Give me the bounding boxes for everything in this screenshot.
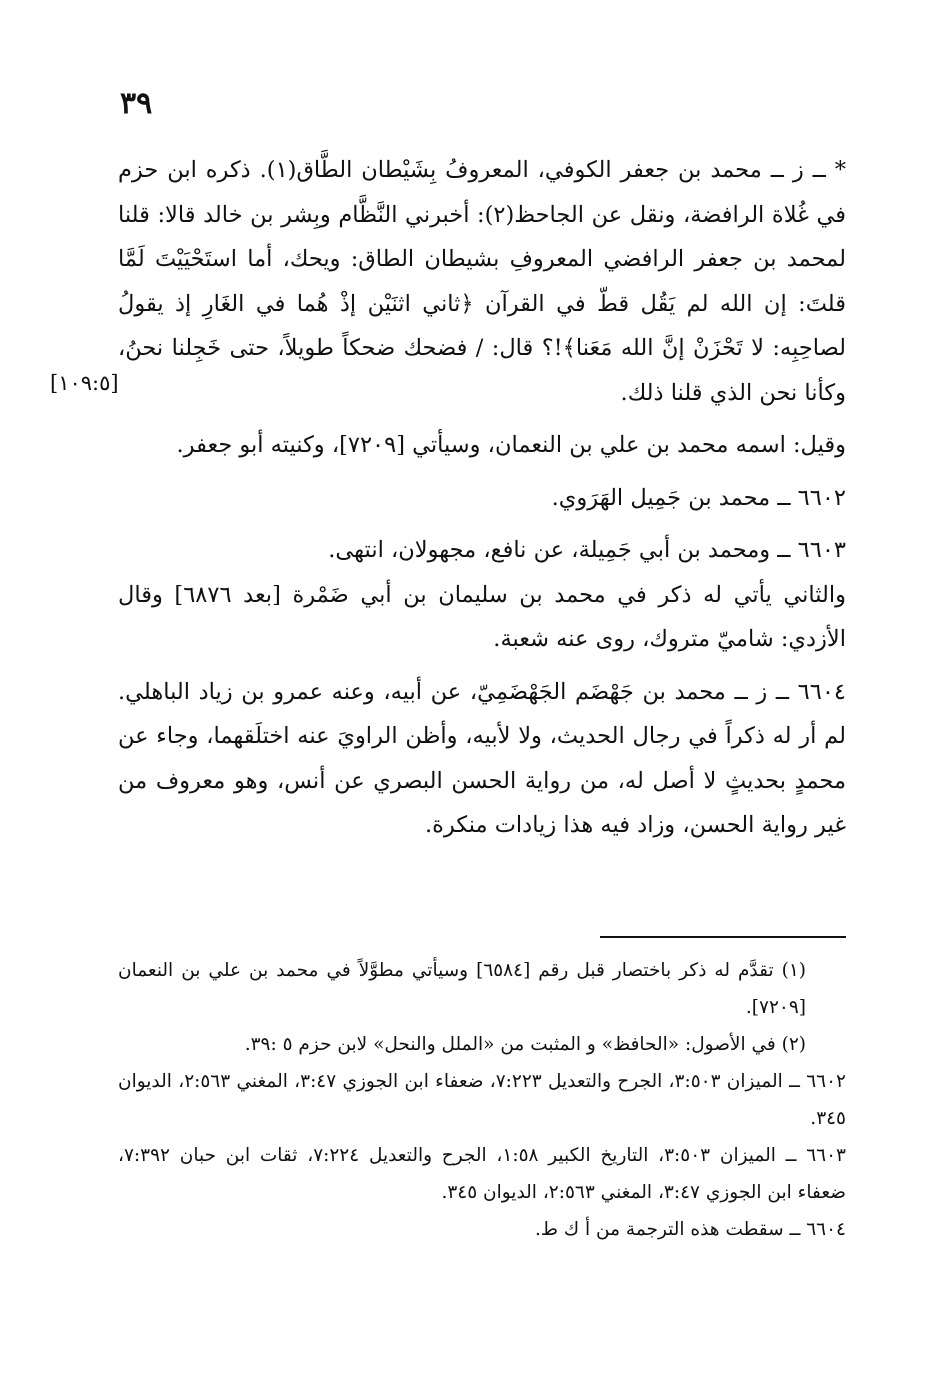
main-text (118, 148, 846, 848)
entry-6603: ٦٦٠٣ ــ ومحمد بن أبي جَمِيلة، عن نافع، مجهولان، انتهى. (328, 537, 846, 563)
footnotes (118, 952, 846, 1248)
footnote-2: (٢) في الأصول: «الحافظ» و المثبت من «الملل والنحل» لابن حزم ٥ :٣٩. (244, 1034, 806, 1055)
source-note-6603: ٦٦٠٣ ــ الميزان ٣:٥٠٣، التاريخ الكبير ١:٥٨، الجرح والتعديل ٧:٢٢٤، ثقات ابن حبان ٧:٣٩٢، ضعفاء ابن الجوزي ٣:٤٧، المغني ٢:٥٦٣، الديوان ٣٤٥. (118, 1145, 846, 1203)
page-number: ٣٩ (120, 86, 153, 121)
entry-6602: ٦٦٠٢ ــ محمد بن جَمِيل الهَرَوي. (551, 484, 846, 511)
margin-reference: [١٠٩:٥] (50, 371, 119, 395)
source-note-6602: ٦٦٠٢ ــ الميزان ٣:٥٠٣، الجرح والتعديل ٧:٢٢٣، ضعفاء ابن الجوزي ٣:٤٧، المغني ٢:٥٦٣، الديوان ٣٤٥. (118, 1071, 846, 1129)
source-note-6604: ٦٦٠٤ ــ سقطت هذه الترجمة من أ ك ط. (535, 1219, 846, 1240)
entry-6603-note: والثاني يأتي له ذكر في محمد بن سليمان بن أبي ضَمْرة [بعد ٦٨٧٦] وقال الأزدي: شاميّ متروك، روى عنه شعبة. (118, 581, 846, 652)
entry-alternate-name: وقيل: اسمه محمد بن علي بن النعمان، وسيأتي [٧٢٠٩]، وكنيته أبو جعفر. (176, 432, 846, 458)
footnote-1: (١) تقدَّم له ذكر باختصار قبل رقم [٦٥٨٤] وسيأتي مطوَّلاً في محمد بن علي بن النعمان [٧٢٠٩]. (118, 960, 806, 1018)
footnote-divider (600, 936, 846, 938)
entry-shaytan-al-taq: * ــ ز ــ محمد بن جعفر الكوفي، المعروفُ بِشَيْطان الطَّاق(١). ذكره ابن حزم في غُلاة الرافضة، ونقل عن الجاحظ(٢): أخبرني النَّظَّام وبِشر بن خالد قالا: قلنا لمحمد بن جعفر الرافضي المعروفِ بشيطان الطاق: ويحك، أما استَحْيَيْتَ لَمَّا قلتَ: إن الله لم يَقُل قطّ في القرآن ﴿ثاني اثنَيْن إذْ هُما في الغَارِ إذ يقولُ لصاحِبِه: لا تَحْزَنْ إنَّ الله مَعَنا﴾!؟ قال: / فضحك ضحكاً طويلاً، حتى خَجِلنا نحنُ، وكأنا نحن الذي قلنا ذلك. (118, 157, 846, 406)
entry-6604: ٦٦٠٤ ــ ز ــ محمد بن جَهْضَم الجَهْضَمِيّ، عن أبيه، وعنه عمرو بن زياد الباهلي. لم أر له ذكراً في رجال الحديث، ولا لأبيه، وأظن الراويَ عنه اختلَقهما، وجاء عن محمدٍ بحديثٍ لا أصل له، من رواية الحسن البصري عن أنس، وهو معروف من غير رواية الحسن، وزاد فيه هذا زيادات منكرة. (118, 678, 846, 838)
